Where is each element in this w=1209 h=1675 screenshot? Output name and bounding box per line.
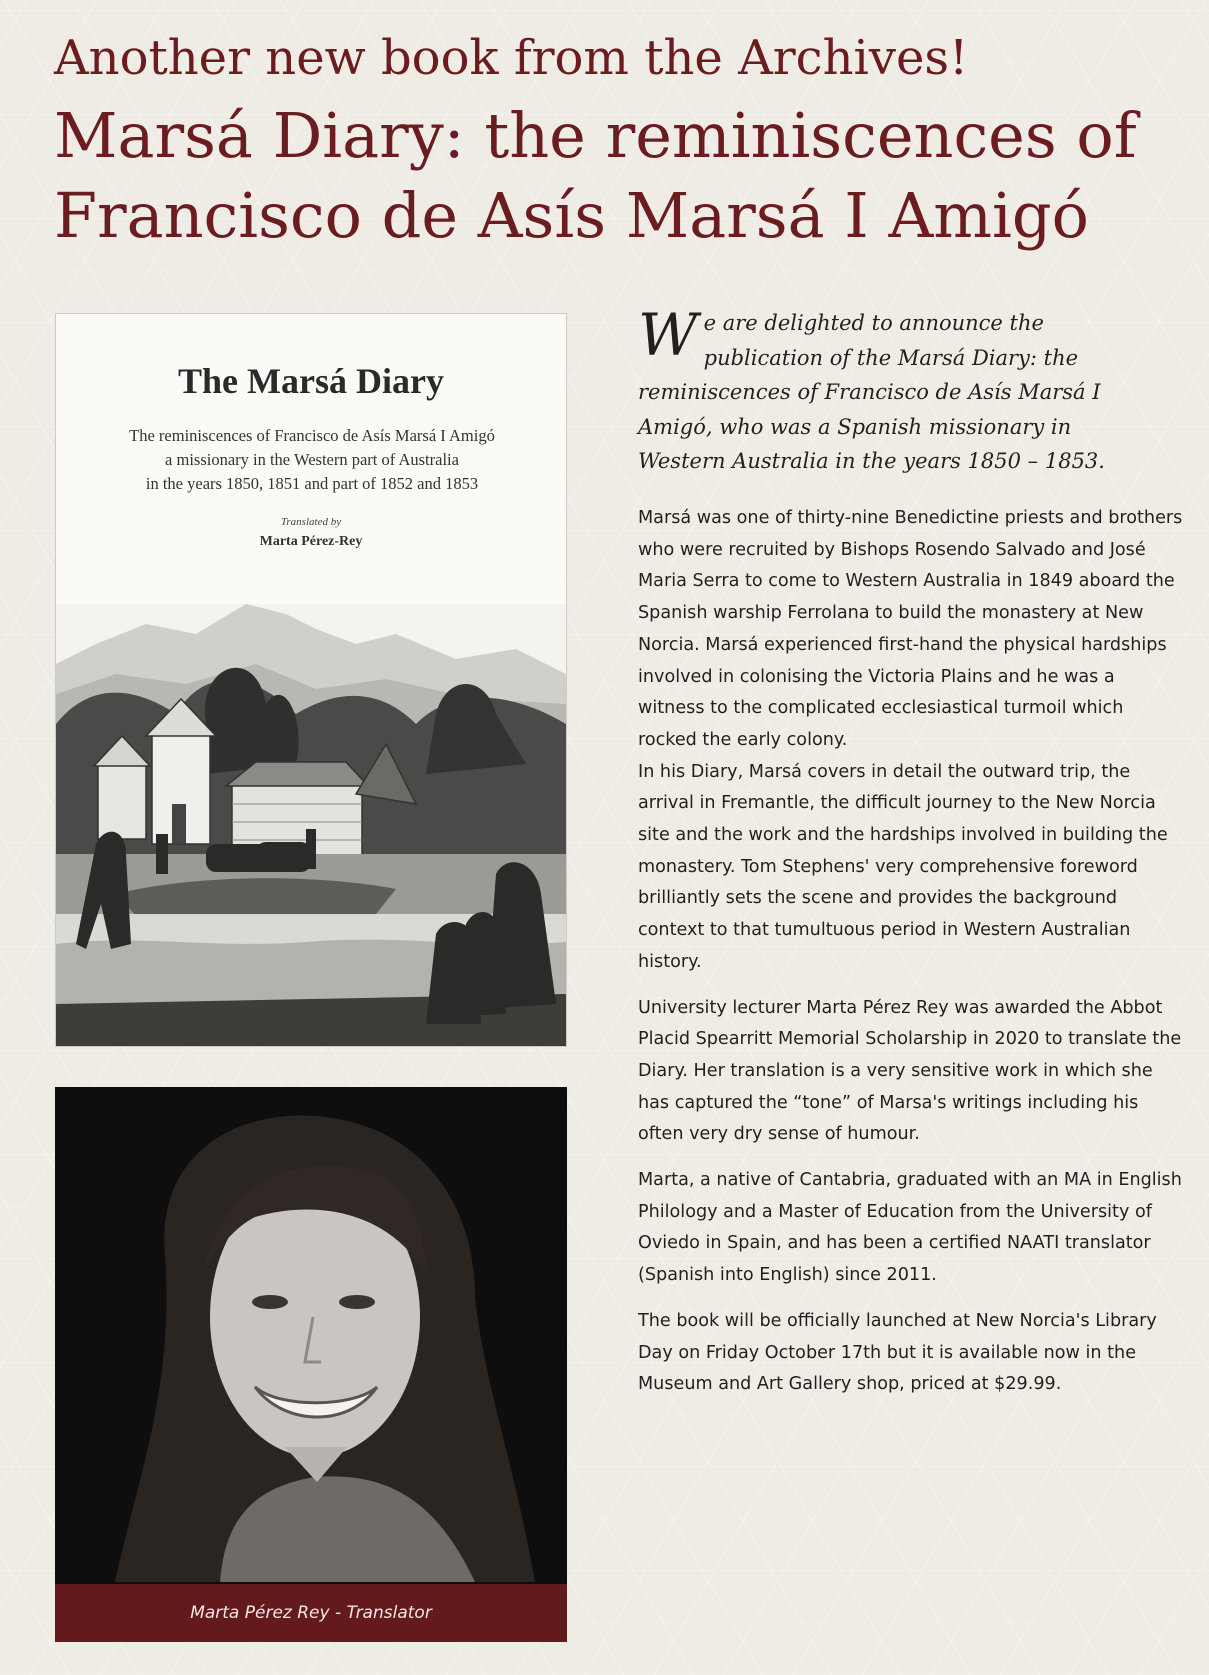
article-paragraph-4: Marta, a native of Cantabria, graduated with an MA in English Philology and a Master of Education from the University of Oviedo in Spain, and has been a certified NAATI translator (Spanish into English) since 2011. xyxy=(638,1170,1182,1286)
dropcap-letter: W xyxy=(638,301,698,369)
cover-subtitle xyxy=(86,424,538,496)
cover-translator-name: Marta Pérez-Rey xyxy=(259,534,363,549)
translator-portrait xyxy=(55,1087,567,1642)
cover-translated-by: Translated by xyxy=(280,516,342,528)
intro-text: e are delighted to announce the publication of the Marsá Diary: the reminiscences of Francisco de Asís Marsá I Amigó, who was a Spanish missionary in Western Australia in the years 1850 – 1853. xyxy=(638,311,1105,473)
page-title xyxy=(54,96,1184,256)
title-line-2: Francisco de Asís Marsá I Amigó xyxy=(54,179,1089,252)
article-paragraph-5: The book will be officially launched at New Norcia's Library Day on Friday October 17th but it is available now in the Museum and Art Gallery shop, priced at $29.99. xyxy=(638,1310,1157,1395)
article-body xyxy=(638,503,1183,1415)
book-cover xyxy=(55,313,567,1047)
cover-subtitle-line-2: a missionary in the Western part of Australia xyxy=(165,450,459,469)
article-paragraph-3: University lecturer Marta Pérez Rey was awarded the Abbot Placid Spearritt Memorial Scholarship in 2020 to translate the Diary. Her translation is a very sensitive work in which she has captured the “tone” of Marsa's writings including his often very dry sense of humour. xyxy=(638,997,1182,1145)
cover-subtitle-line-1: The reminiscences of Francisco de Asís Marsá I Amigó xyxy=(129,426,495,445)
cover-subtitle-line-3: in the years 1850, 1851 and part of 1852 and 1853 xyxy=(145,474,479,493)
title-line-1: Marsá Diary: the reminiscences of xyxy=(54,99,1137,172)
cover-title: The Marsá Diary xyxy=(178,361,444,401)
portrait-caption: Marta Pérez Rey - Translator xyxy=(55,1584,567,1642)
intro-paragraph xyxy=(638,301,1138,479)
cover-engraving-image xyxy=(56,604,566,1046)
article-paragraph-1: Marsá was one of thirty-nine Benedictine priests and brothers who were recruited by Bishops Rosendo Salvado and José Maria Serra to come to Western Australia in 1849 aboard the Spanish warship Ferrolana to build the monastery at New Norcia. Marsá experienced first-hand the physical hardships involved in colonising the Victoria Plains and he was a witness to the complicated ecclesiastical turmoil which rocked the early colony. xyxy=(638,508,1183,750)
article-paragraph-2: In his Diary, Marsá covers in detail the outward trip, the arrival in Fremantle, the difficult journey to the New Norcia site and the work and the hardships involved in building the monastery. Tom Stephens' very comprehensive foreword brilliantly sets the scene and provides the background context to that tumultuous period in Western Australian history. xyxy=(638,761,1168,972)
kicker-heading: Another new book from the Archives! xyxy=(54,30,969,86)
portrait-photo-image xyxy=(55,1087,567,1582)
